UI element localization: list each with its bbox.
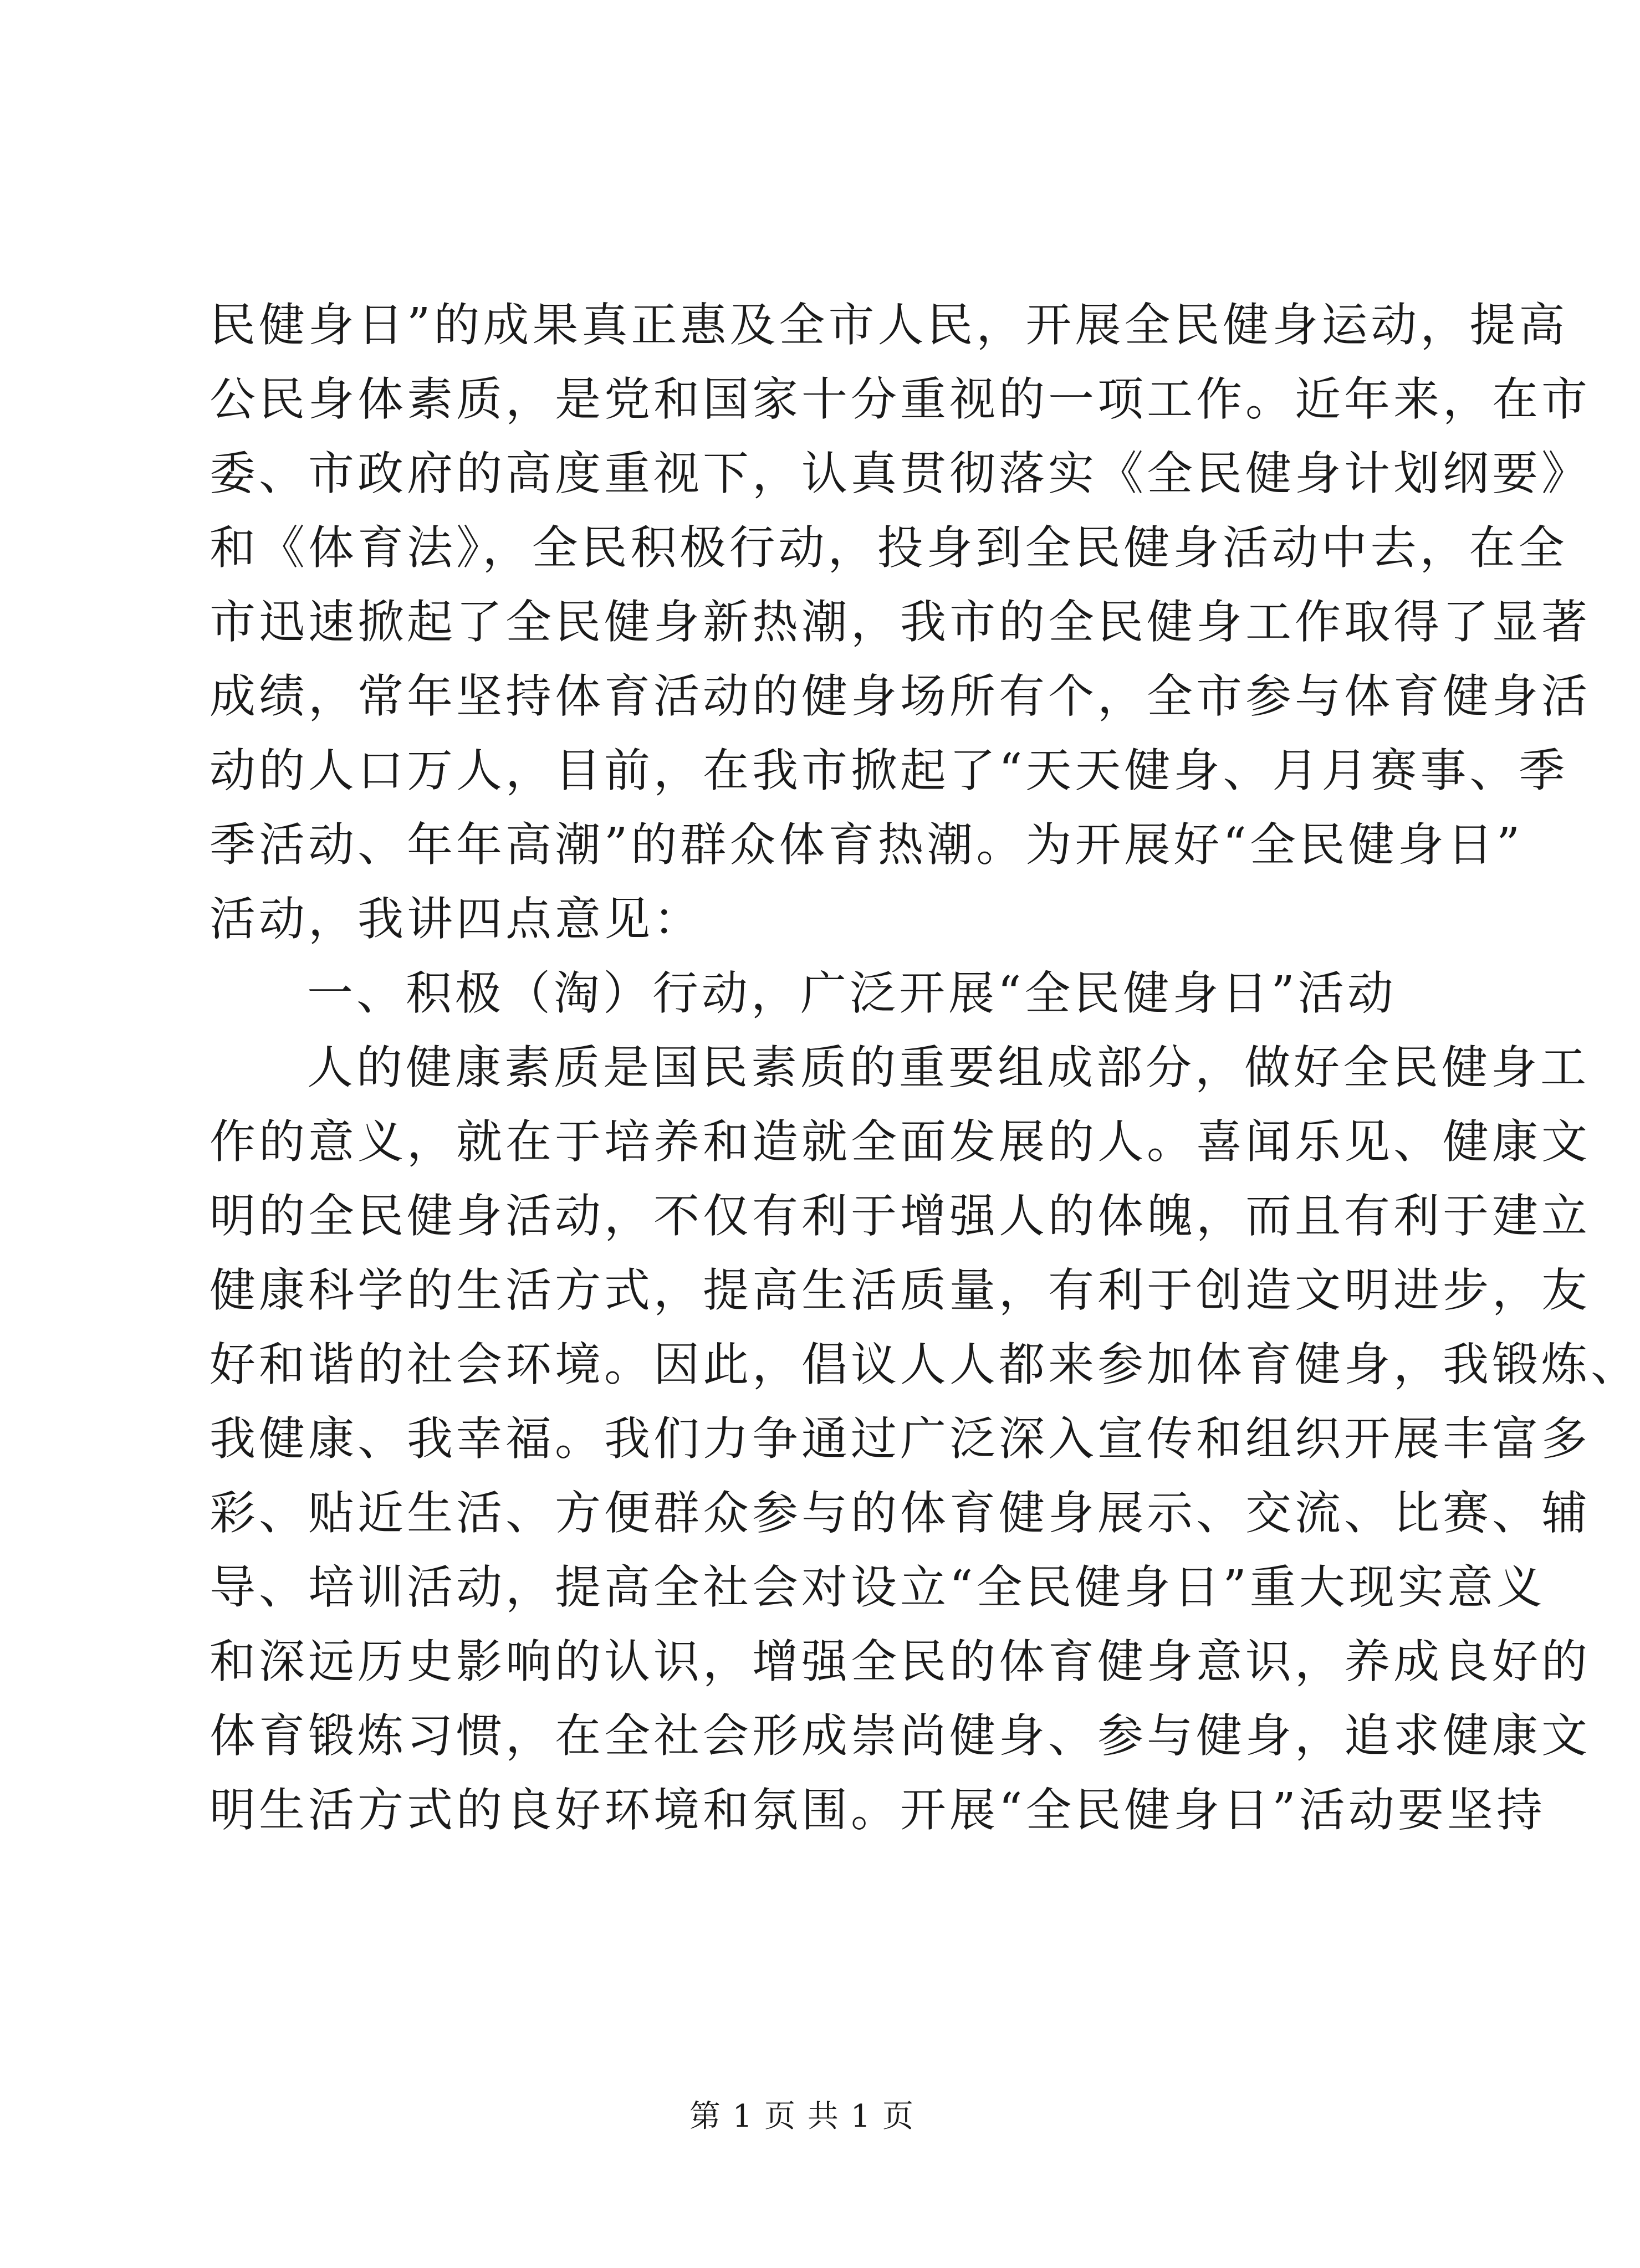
body-line: 民健身日”的成果真正惠及全市人民，开展全民健身运动，提高 xyxy=(210,298,1569,352)
body-line: 季活动、年年高潮”的群众体育热潮。为开展好“全民健身日” xyxy=(210,818,1524,872)
body-line: 成绩，常年坚持体育活动的健身场所有个，全市参与体育健身活 xyxy=(210,669,1591,723)
body-line: 明的全民健身活动，不仅有利于增强人的体魄，而且有利于建立 xyxy=(210,1189,1591,1243)
body-line: 市迅速掀起了全民健身新热潮，我市的全民健身工作取得了显著 xyxy=(210,595,1591,649)
section-heading: 一、积极（淘）行动，广泛开展“全民健身日”活动 xyxy=(307,966,1397,1020)
body-line: 我健康、我幸福。我们力争通过广泛深入宣传和组织开展丰富多 xyxy=(210,1412,1591,1466)
body-line: 委、市政府的高度重视下，认真贯彻落实《全民健身计划纲要》 xyxy=(210,447,1591,500)
body-line: 人的健康素质是国民素质的重要组成部分，做好全民健身工 xyxy=(307,1041,1590,1094)
body-line: 彩、贴近生活、方便群众参与的体育健身展示、交流、比赛、辅 xyxy=(210,1486,1591,1540)
body-line: 和《体育法》，全民积极行动，投身到全民健身活动中去，在全 xyxy=(210,521,1568,575)
body-line: 公民身体素质，是党和国家十分重视的一项工作。近年来，在市 xyxy=(210,372,1591,426)
body-line: 健康科学的生活方式，提高生活质量，有利于创造文明进步，友 xyxy=(210,1263,1591,1317)
body-line: 好和谐的社会环境。因此，倡议人人都来参加体育健身，我锻炼、 xyxy=(210,1338,1640,1391)
body-line: 导、培训活动，提高全社会对设立“全民健身日”重大现实意义 xyxy=(210,1560,1546,1614)
page-number-footer: 第 1 页 共 1 页 xyxy=(689,2098,915,2134)
body-line: 体育锻炼习惯，在全社会形成崇尚健身、参与健身，追求健康文 xyxy=(210,1709,1591,1763)
body-line: 明生活方式的良好环境和氛围。开展“全民健身日”活动要坚持 xyxy=(210,1783,1546,1837)
body-line: 和深远历史影响的认识，增强全民的体育健身意识，养成良好的 xyxy=(210,1635,1591,1688)
body-line: 动的人口万人，目前，在我市掀起了“天天健身、月月赛事、季 xyxy=(210,744,1569,797)
body-line: 活动，我讲四点意见： xyxy=(210,892,703,946)
document-body xyxy=(210,288,1640,1847)
body-line: 作的意义，就在于培养和造就全面发展的人。喜闻乐见、健康文 xyxy=(210,1115,1591,1169)
